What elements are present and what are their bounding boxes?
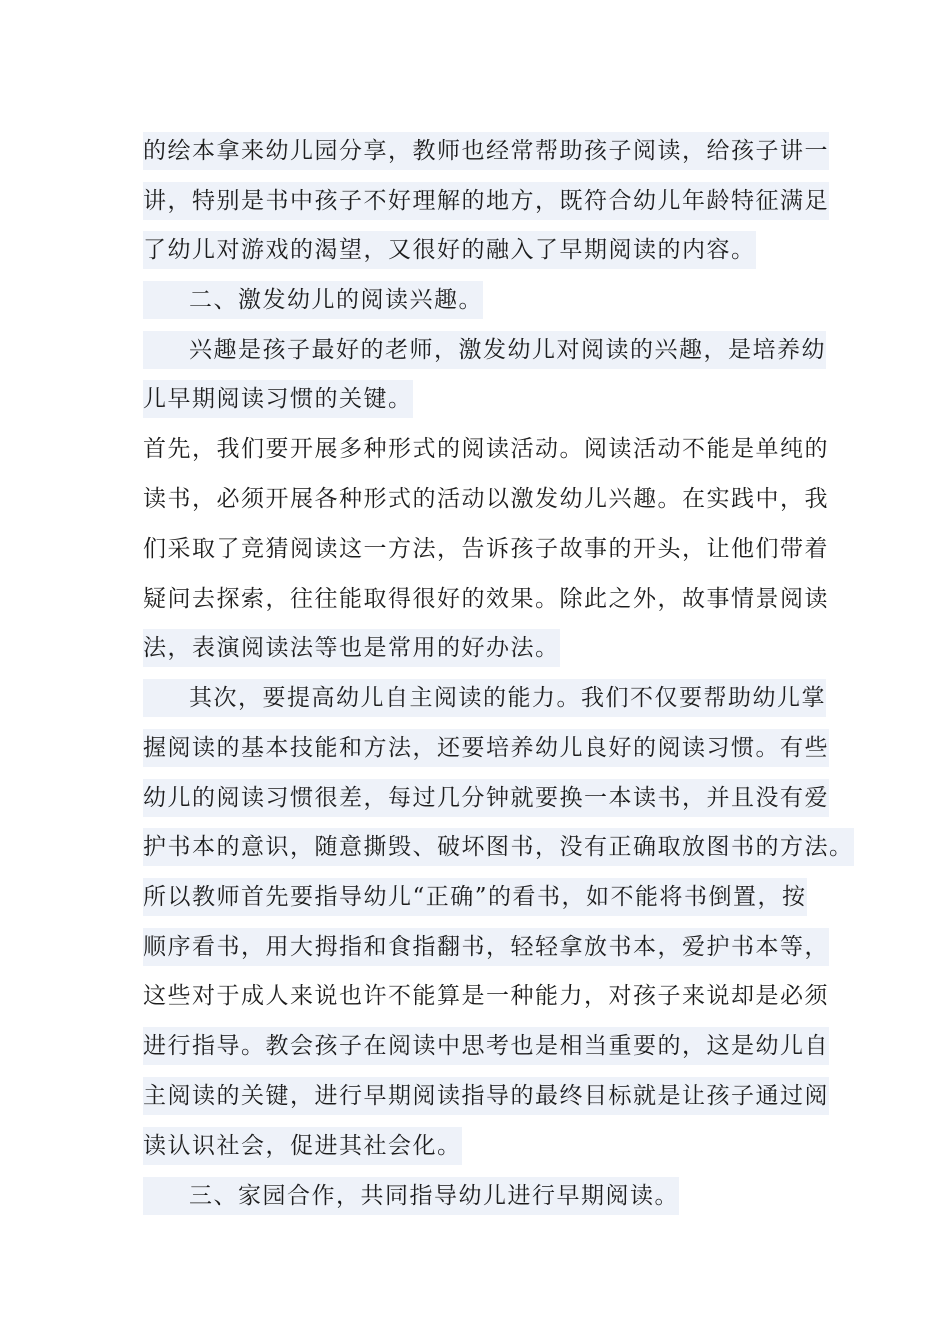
paragraph-line: 幼儿的阅读习惯很差，每过几分钟就要换一本读书，并且没有爱 <box>143 779 829 817</box>
paragraph-line: 读认识社会，促进其社会化。 <box>143 1127 462 1165</box>
paragraph-line: 握阅读的基本技能和方法，还要培养幼儿良好的阅读习惯。有些 <box>143 729 829 767</box>
paragraph-line: 儿早期阅读习惯的关键。 <box>143 380 413 418</box>
section-heading: 三、家园合作，共同指导幼儿进行早期阅读。 <box>143 1177 679 1215</box>
paragraph-line: 讲，特别是书中孩子不好理解的地方，既符合幼儿年龄特征满足 <box>143 182 829 220</box>
paragraph-line: 其次，要提高幼儿自主阅读的能力。我们不仅要帮助幼儿掌 <box>143 679 826 717</box>
paragraph-line: 们采取了竞猜阅读这一方法，告诉孩子故事的开头，让他们带着 <box>143 536 829 562</box>
paragraph-line: 进行指导。教会孩子在阅读中思考也是相当重要的，这是幼儿自 <box>143 1027 829 1065</box>
paragraph-line: 疑问去探索，往往能取得很好的效果。除此之外，故事情景阅读 <box>143 586 829 612</box>
paragraph-line: 法，表演阅读法等也是常用的好办法。 <box>143 629 560 667</box>
paragraph-line: 所以教师首先要指导幼儿“正确”的看书，如不能将书倒置，按 <box>143 878 807 916</box>
paragraph-line: 这些对于成人来说也许不能算是一种能力，对孩子来说却是必须 <box>143 983 829 1009</box>
paragraph-line: 顺序看书，用大拇指和食指翻书，轻轻拿放书本，爱护书本等， <box>143 928 829 966</box>
paragraph-line: 首先，我们要开展多种形式的阅读活动。阅读活动不能是单纯的 <box>143 436 829 462</box>
section-heading: 二、激发幼儿的阅读兴趣。 <box>143 281 483 319</box>
paragraph-line: 护书本的意识，随意撕毁、破坏图书，没有正确取放图书的方法。 <box>143 828 854 866</box>
paragraph-line: 了幼儿对游戏的渴望，又很好的融入了早期阅读的内容。 <box>143 231 756 269</box>
paragraph-line: 的绘本拿来幼儿园分享，教师也经常帮助孩子阅读，给孩子讲一 <box>143 132 829 170</box>
paragraph-line: 主阅读的关键，进行早期阅读指导的最终目标就是让孩子通过阅 <box>143 1077 829 1115</box>
paragraph-line: 兴趣是孩子最好的老师，激发幼儿对阅读的兴趣，是培养幼 <box>143 331 826 369</box>
paragraph-line: 读书，必须开展各种形式的活动以激发幼儿兴趣。在实践中，我 <box>143 486 829 512</box>
